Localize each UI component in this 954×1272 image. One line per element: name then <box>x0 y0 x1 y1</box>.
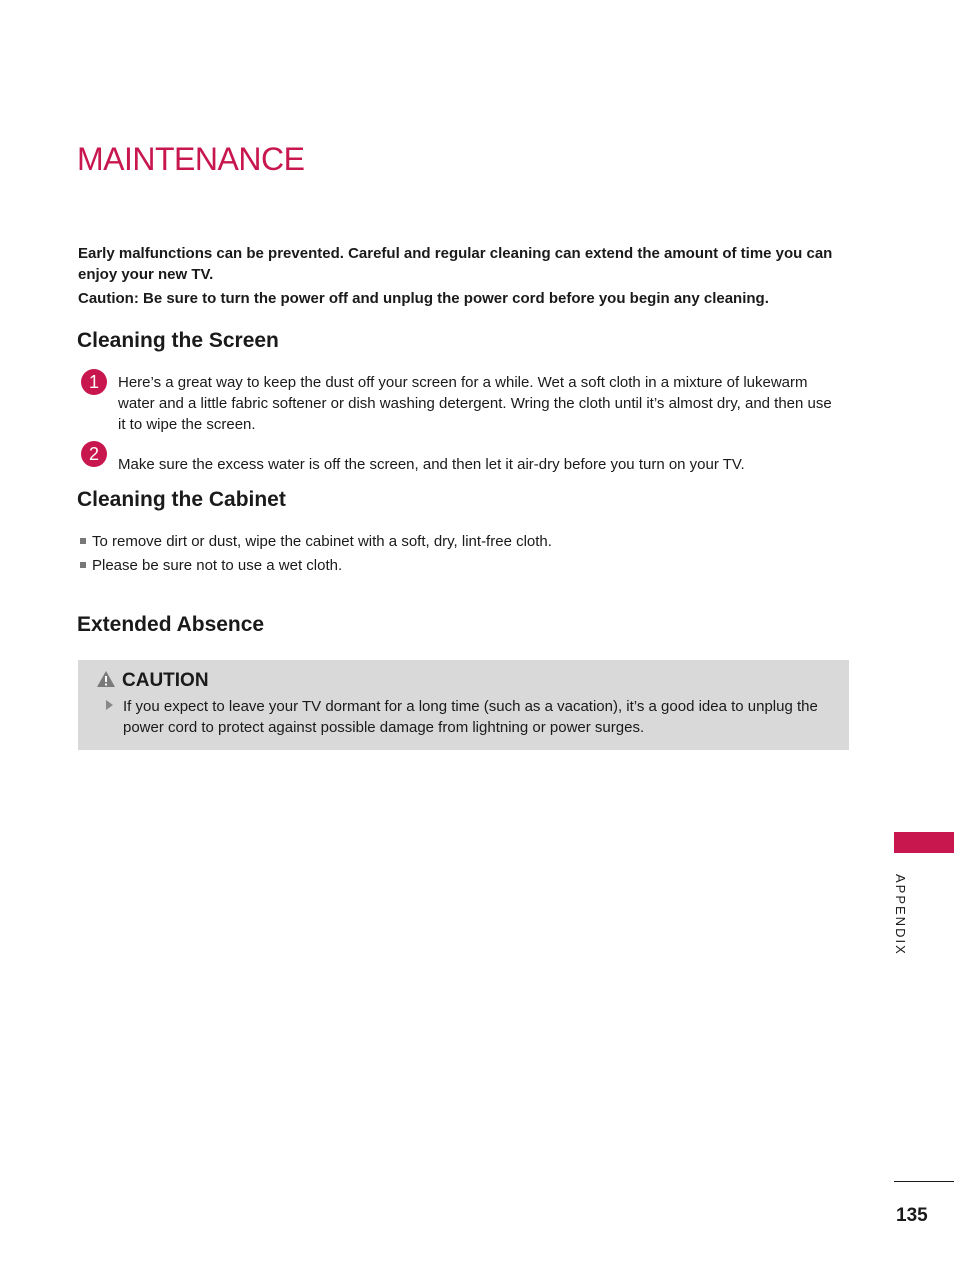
step-text-2: Make sure the excess water is off the screen, and then let it air-dry before you turn on your TV. <box>118 456 745 473</box>
page-title: MAINTENANCE <box>77 141 305 177</box>
step-number-1: 1 <box>81 369 107 395</box>
list-item <box>78 555 342 576</box>
play-arrow-icon <box>106 700 113 710</box>
intro-text <box>78 243 838 312</box>
caution-box <box>78 660 849 750</box>
caution-label: CAUTION <box>122 670 209 691</box>
extended-absence-heading: Extended Absence <box>77 613 265 636</box>
bullet-text: Please be sure not to use a wet cloth. <box>92 557 343 574</box>
section-tab-marker <box>894 832 954 853</box>
page-number: 135 <box>896 1205 928 1226</box>
intro-caution-line: Caution: Be sure to turn the power off and unplug the power cord before you begin any cleaning. <box>78 290 769 307</box>
intro-line: Early malfunctions can be prevented. Careful and regular cleaning can extend the amount of time you can enjoy your new TV. <box>78 245 833 283</box>
caution-header <box>96 670 209 691</box>
warning-triangle-icon <box>96 670 116 688</box>
list-item <box>78 531 552 552</box>
cleaning-cabinet-heading: Cleaning the Cabinet <box>77 488 286 511</box>
square-bullet-icon <box>80 562 86 568</box>
bullet-text: To remove dirt or dust, wipe the cabinet with a soft, dry, lint-free cloth. <box>92 533 552 550</box>
page-number-rule <box>894 1181 954 1182</box>
square-bullet-icon <box>80 538 86 544</box>
step-text-1: Here’s a great way to keep the dust off your screen for a while. Wet a soft cloth in a mixture of lukewarm water and a little fabric softener or dish washing detergent. Wring the cloth until it’s almost dry, and then use it to wipe the screen. <box>118 374 832 433</box>
step-number-2: 2 <box>81 441 107 467</box>
section-side-label: APPENDIX <box>893 874 908 956</box>
cleaning-screen-heading: Cleaning the Screen <box>77 329 279 352</box>
caution-text: If you expect to leave your TV dormant for a long time (such as a vacation), it’s a good idea to unplug the power cord to protect against possible damage from lightning or power surges. <box>123 698 818 736</box>
